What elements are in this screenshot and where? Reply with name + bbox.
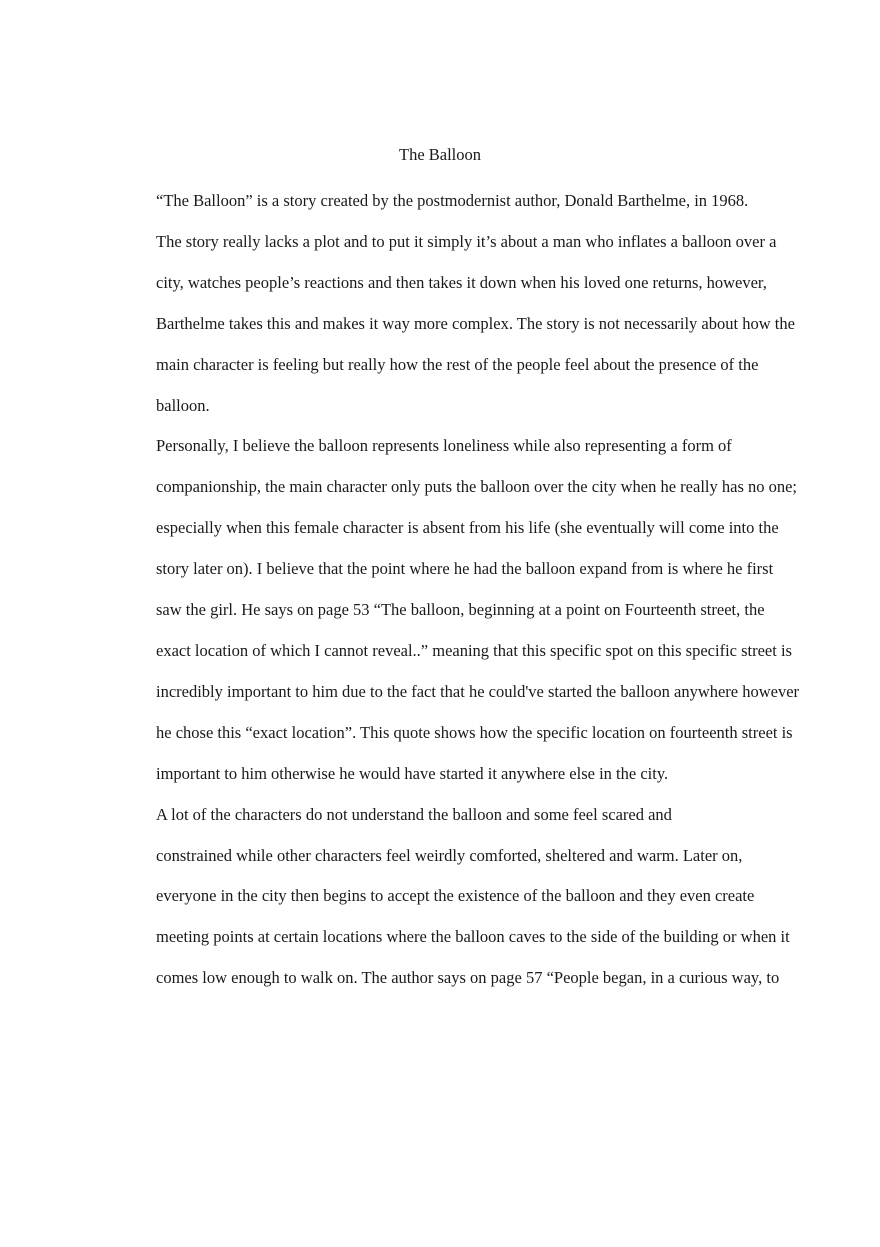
text-line: exact location of which I cannot reveal..” meaning that this specific spot on this specific street is [156, 640, 792, 660]
text-line: constrained while other characters feel weirdly comforted, sheltered and warm. Later on, [156, 845, 743, 865]
text-line: meeting points at certain locations where the balloon caves to the side of the building or when it [156, 927, 790, 947]
text-line: everyone in the city then begins to accept the existence of the balloon and they even create [156, 886, 755, 906]
text-line: A lot of the characters do not understand the balloon and some feel scared and [156, 804, 672, 824]
text-line: The story really lacks a plot and to put it simply it’s about a man who inflates a balloon over a [156, 231, 777, 251]
paragraph-2 [104, 426, 800, 794]
text-line: Barthelme takes this and makes it way more complex. The story is not necessarily about how the [156, 313, 795, 333]
text-line: companionship, the main character only puts the balloon over the city when he really has no one; [156, 477, 798, 497]
text-line: city, watches people’s reactions and then takes it down when his loved one returns, however, [156, 272, 767, 292]
document-title: The Balloon [398, 145, 482, 164]
text-line: story later on). I believe that the point where he had the balloon expand from is where he first [156, 559, 774, 579]
text-line: “The Balloon” is a story created by the postmodernist author, Donald Barthelme, in 1968. [156, 191, 749, 210]
text-line: incredibly important to him due to the fact that he could've started the balloon anywhere however [156, 681, 800, 701]
paragraph-1 [104, 181, 795, 426]
text-line: balloon. [156, 395, 210, 415]
text-line: Personally, I believe the balloon represents loneliness while also representing a form of [156, 436, 732, 456]
text-line: main character is feeling but really how the rest of the people feel about the presence of the [156, 354, 759, 374]
text-line: important to him otherwise he would have started it anywhere else in the city. [156, 763, 669, 783]
text-line: saw the girl. He says on page 53 “The balloon, beginning at a point on Fourteenth street, the [156, 600, 765, 620]
text-line: he chose this “exact location”. This quote shows how the specific location on fourteenth street is [156, 722, 793, 742]
document-body [104, 181, 800, 999]
text-line: especially when this female character is absent from his life (she eventually will come into the [156, 518, 779, 538]
paragraph-3 [104, 795, 790, 1000]
text-line: comes low enough to walk on. The author says on page 57 “People began, in a curious way, to [156, 968, 780, 988]
